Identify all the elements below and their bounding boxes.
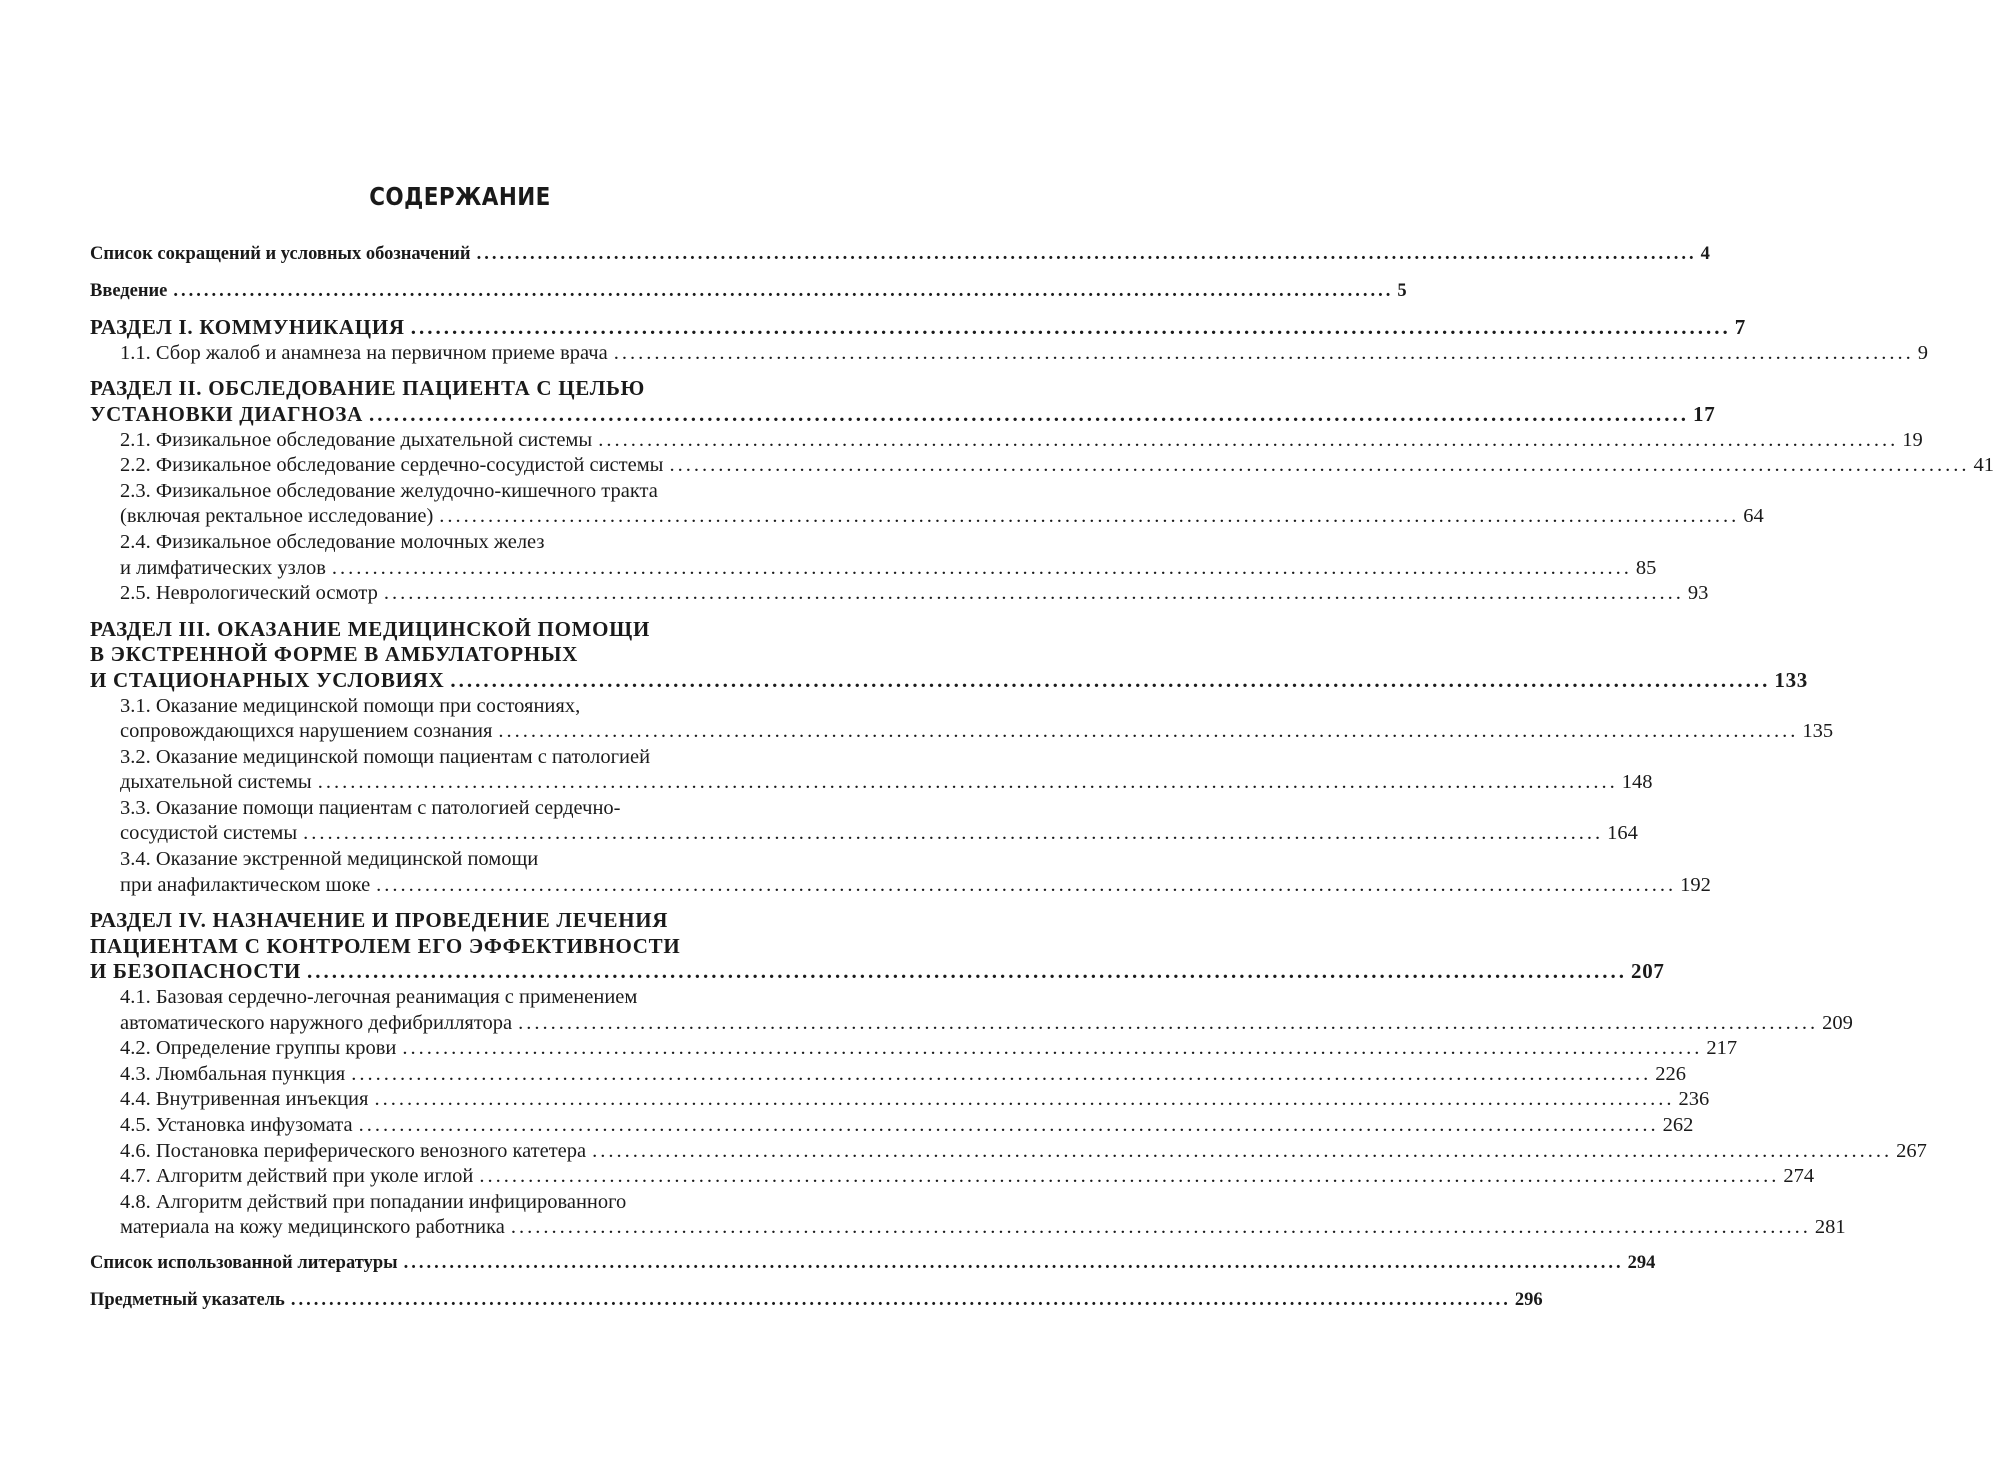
toc-entry-line: [90, 694, 830, 720]
toc-page-number: 274: [1783, 1165, 1815, 1188]
toc-entry-label: 1.1. Сбор жалоб и анамнеза на первичном приеме врача: [120, 341, 608, 364]
toc-entry-line: [90, 745, 830, 771]
leader-dots: ................................................................................................................................................................: [498, 720, 1799, 743]
toc-entry-3-2[interactable]: [90, 745, 1653, 796]
toc-entry-label: И БЕЗОПАСНОСТИ: [90, 959, 302, 984]
toc-entry-label: 2.2. Физикальное обследование сердечно-сосудистой системы: [120, 454, 664, 477]
leader-dots: ................................................................................................................................................................: [331, 556, 1632, 579]
toc-entry-line: [90, 796, 830, 822]
toc-entry-label: 2.1. Физикальное обследование дыхательной системы: [120, 428, 593, 451]
toc-entry-3-4[interactable]: [90, 847, 1711, 898]
toc-entry-label: 3.4. Оказание экстренной медицинской помощи: [120, 848, 539, 871]
toc-entry-abbreviations[interactable]: [90, 242, 1710, 268]
leader-dots: ................................................................................................................................................................: [307, 959, 1628, 984]
toc-entry-label: РАЗДЕЛ III. ОКАЗАНИЕ МЕДИЦИНСКОЙ ПОМОЩИ: [90, 616, 650, 641]
leader-dots: ................................................................................................................................................................: [518, 1011, 1819, 1034]
toc-entry-4-8[interactable]: [90, 1190, 1846, 1241]
toc-entry-line: [90, 1190, 830, 1216]
toc-entry-label: 3.2. Оказание медицинской помощи пациентам с патологией: [120, 745, 651, 768]
toc-page-number: 217: [1706, 1037, 1738, 1060]
toc-page-number: 7: [1734, 315, 1746, 340]
toc-entry-label: РАЗДЕЛ I. КОММУНИКАЦИЯ: [90, 315, 405, 340]
toc-entry-3-3[interactable]: [90, 796, 1638, 847]
toc-entry-line: [90, 667, 1808, 694]
toc-page-number: 5: [1397, 280, 1407, 301]
toc-entry-line: [90, 642, 830, 668]
toc-entry-label: И СТАЦИОНАРНЫХ УСЛОВИЯХ: [90, 667, 445, 692]
leader-dots: ................................................................................................................................................................: [450, 667, 1771, 692]
toc-section-3[interactable]: [90, 616, 1808, 694]
leader-dots: ................................................................................................................................................................: [290, 1289, 1511, 1310]
leader-dots: ................................................................................................................................................................: [358, 1114, 1659, 1136]
toc-page-number: 135: [1802, 720, 1834, 743]
leader-dots: ................................................................................................................................................................: [598, 428, 1899, 451]
toc-page-number: 262: [1662, 1114, 1694, 1136]
toc-page-number: 164: [1607, 822, 1638, 845]
toc-entry-label: сосудистой системы: [120, 822, 298, 845]
leader-dots: ................................................................................................................................................................: [479, 1165, 1780, 1188]
toc-entry-label: ПАЦИЕНТАМ С КОНТРОЛЕМ ЕГО ЭФФЕКТИВНОСТИ: [90, 933, 681, 958]
toc-page-number: 9: [1917, 341, 1928, 364]
toc-entry-references[interactable]: [90, 1251, 1656, 1277]
toc-entry-line: [90, 719, 1834, 745]
toc-entry-line: [90, 873, 1711, 899]
toc-entry-label: 4.3. Люмбальная пункция: [120, 1062, 346, 1085]
toc-entry-label: сопровождающихся нарушением сознания: [120, 720, 493, 743]
toc-entry-label: Предметный указатель: [90, 1289, 285, 1310]
toc-entry-4-7[interactable]: [90, 1164, 1815, 1190]
toc-page-number: 207: [1631, 959, 1665, 984]
leader-dots: ................................................................................................................................................................: [374, 1088, 1675, 1111]
toc-page-number: 148: [1621, 771, 1653, 794]
toc-entry-label: 2.5. Неврологический осмотр: [120, 582, 378, 605]
toc-page-number: 85: [1635, 556, 1657, 579]
toc-entry-label: Список использованной литературы: [90, 1252, 398, 1273]
toc-page-number: 17: [1693, 401, 1716, 426]
leader-dots: ................................................................................................................................................................: [402, 1037, 1703, 1060]
toc-page-number: 64: [1743, 505, 1764, 528]
toc-entry-label: и лимфатических узлов: [120, 556, 326, 579]
leader-dots: ................................................................................................................................................................: [376, 873, 1677, 896]
toc-section-1[interactable]: [90, 315, 1746, 341]
leader-dots: ................................................................................................................................................................: [383, 582, 1684, 605]
leader-dots: ................................................................................................................................................................: [410, 315, 1731, 340]
toc-entry-line: [90, 1011, 1853, 1037]
toc-entry-line: [90, 985, 830, 1011]
toc-entry-introduction[interactable]: [90, 279, 1407, 305]
toc-entry-line: [90, 617, 830, 643]
leader-dots: ................................................................................................................................................................: [510, 1216, 1811, 1239]
leader-dots: ................................................................................................................................................................: [351, 1062, 1652, 1085]
toc-entry-label: 4.8. Алгоритм действий при попадании инфицированного: [120, 1190, 627, 1213]
toc-entry-label: 2.4. Физикальное обследование молочных желез: [120, 530, 545, 553]
toc-entry-label: Список сокращений и условных обозначений: [90, 244, 471, 264]
leader-dots: ................................................................................................................................................................: [476, 244, 1697, 264]
toc-entry-label: автоматического наружного дефибриллятора: [120, 1011, 513, 1034]
toc-entry-2-2[interactable]: [90, 453, 1994, 479]
toc-entry-label: (включая ректальное исследование): [120, 505, 434, 528]
toc-page-number: 226: [1655, 1062, 1686, 1085]
toc-page-number: 192: [1680, 873, 1711, 896]
toc-page-number: 93: [1687, 582, 1709, 605]
toc-entry-1-1[interactable]: [90, 341, 1928, 367]
toc-entry-line: [90, 959, 1665, 985]
toc-entry-label: РАЗДЕЛ IV. НАЗНАЧЕНИЕ И ПРОВЕДЕНИЕ ЛЕЧЕНИЯ: [90, 908, 669, 933]
toc-entry-3-1[interactable]: [90, 694, 1834, 745]
toc-page-number: 236: [1678, 1088, 1710, 1111]
leader-dots: ................................................................................................................................................................: [303, 822, 1604, 845]
toc-entry-label: 4.7. Алгоритм действий при уколе иглой: [120, 1165, 474, 1188]
toc-entry-4-4[interactable]: [90, 1087, 1710, 1113]
toc-entry-4-2[interactable]: [90, 1036, 1738, 1062]
toc-section-2[interactable]: [90, 376, 1716, 427]
table-of-contents: [90, 242, 1994, 1313]
toc-entry-index[interactable]: [90, 1288, 1543, 1314]
toc-entry-label: при анафилактическом шоке: [120, 873, 371, 896]
toc-page-number: 133: [1774, 667, 1808, 692]
toc-entry-line: [90, 556, 1657, 582]
toc-page-number: 267: [1896, 1139, 1927, 1162]
toc-entry-line: [90, 770, 1653, 796]
toc-entry-4-1[interactable]: [90, 985, 1853, 1036]
toc-entry-line: [90, 934, 830, 960]
toc-page-number: 19: [1902, 428, 1923, 451]
leader-dots: ................................................................................................................................................................: [613, 341, 1914, 364]
page-title: СОДЕРЖАНИЕ: [369, 182, 551, 211]
toc-entry-label: 4.1. Базовая сердечно-легочная реанимация с применением: [120, 986, 638, 1009]
toc-entry-label: 4.2. Определение группы крови: [120, 1037, 397, 1060]
toc-entry-label: В ЭКСТРЕННОЙ ФОРМЕ В АМБУЛАТОРНЫХ: [90, 642, 579, 667]
toc-entry-label: 4.5. Установка инфузомата: [120, 1114, 353, 1136]
toc-entry-label: дыхательной системы: [120, 771, 312, 794]
toc-entry-line: [90, 821, 1638, 847]
toc-entry-line: [90, 479, 830, 505]
toc-entry-line: [90, 504, 1764, 530]
leader-dots: ................................................................................................................................................................: [669, 454, 1970, 477]
toc-entry-4-6[interactable]: [90, 1139, 1927, 1165]
toc-entry-label: 4.4. Внутривенная инъекция: [120, 1088, 369, 1111]
toc-entry-label: 4.6. Постановка периферического венозного катетера: [120, 1139, 587, 1162]
toc-page-number: 41: [1973, 454, 1994, 477]
leader-dots: ................................................................................................................................................................: [317, 771, 1618, 794]
toc-entry-4-3[interactable]: [90, 1062, 1686, 1088]
toc-page-number: 294: [1627, 1252, 1656, 1273]
toc-entry-2-5[interactable]: [90, 581, 1709, 607]
toc-entry-4-5[interactable]: [90, 1113, 1694, 1139]
leader-dots: ................................................................................................................................................................: [592, 1139, 1893, 1162]
leader-dots: ................................................................................................................................................................: [173, 280, 1394, 301]
toc-entry-line: [90, 1215, 1846, 1241]
toc-entry-line: [90, 401, 1716, 428]
toc-entry-label: материала на кожу медицинского работника: [120, 1216, 505, 1239]
toc-entry-label: Введение: [90, 280, 168, 301]
toc-entry-label: 3.3. Оказание помощи пациентам с патологией сердечно-: [120, 796, 621, 819]
toc-entry-label: РАЗДЕЛ II. ОБСЛЕДОВАНИЕ ПАЦИЕНТА С ЦЕЛЬЮ: [90, 376, 645, 401]
toc-entry-2-3[interactable]: [90, 479, 1764, 530]
toc-entry-label: УСТАНОВКИ ДИАГНОЗА: [90, 401, 364, 426]
toc-entry-line: [90, 376, 830, 402]
toc-entry-line: [90, 908, 830, 934]
toc-entry-label: 2.3. Физикальное обследование желудочно-кишечного тракта: [120, 479, 658, 502]
toc-entry-2-4[interactable]: [90, 530, 1657, 581]
toc-entry-line: [90, 847, 830, 873]
leader-dots: ................................................................................................................................................................: [439, 505, 1740, 528]
toc-page-number: 281: [1814, 1216, 1846, 1239]
toc-entry-2-1[interactable]: [90, 428, 1923, 454]
toc-page-number: 296: [1514, 1289, 1543, 1310]
leader-dots: ................................................................................................................................................................: [369, 401, 1690, 426]
toc-entry-label: 3.1. Оказание медицинской помощи при состояниях,: [120, 694, 581, 717]
leader-dots: ................................................................................................................................................................: [403, 1252, 1624, 1273]
toc-page-number: 4: [1700, 244, 1710, 264]
toc-section-4[interactable]: [90, 908, 1665, 985]
toc-entry-line: [90, 530, 830, 556]
toc-page-number: 209: [1822, 1011, 1853, 1034]
